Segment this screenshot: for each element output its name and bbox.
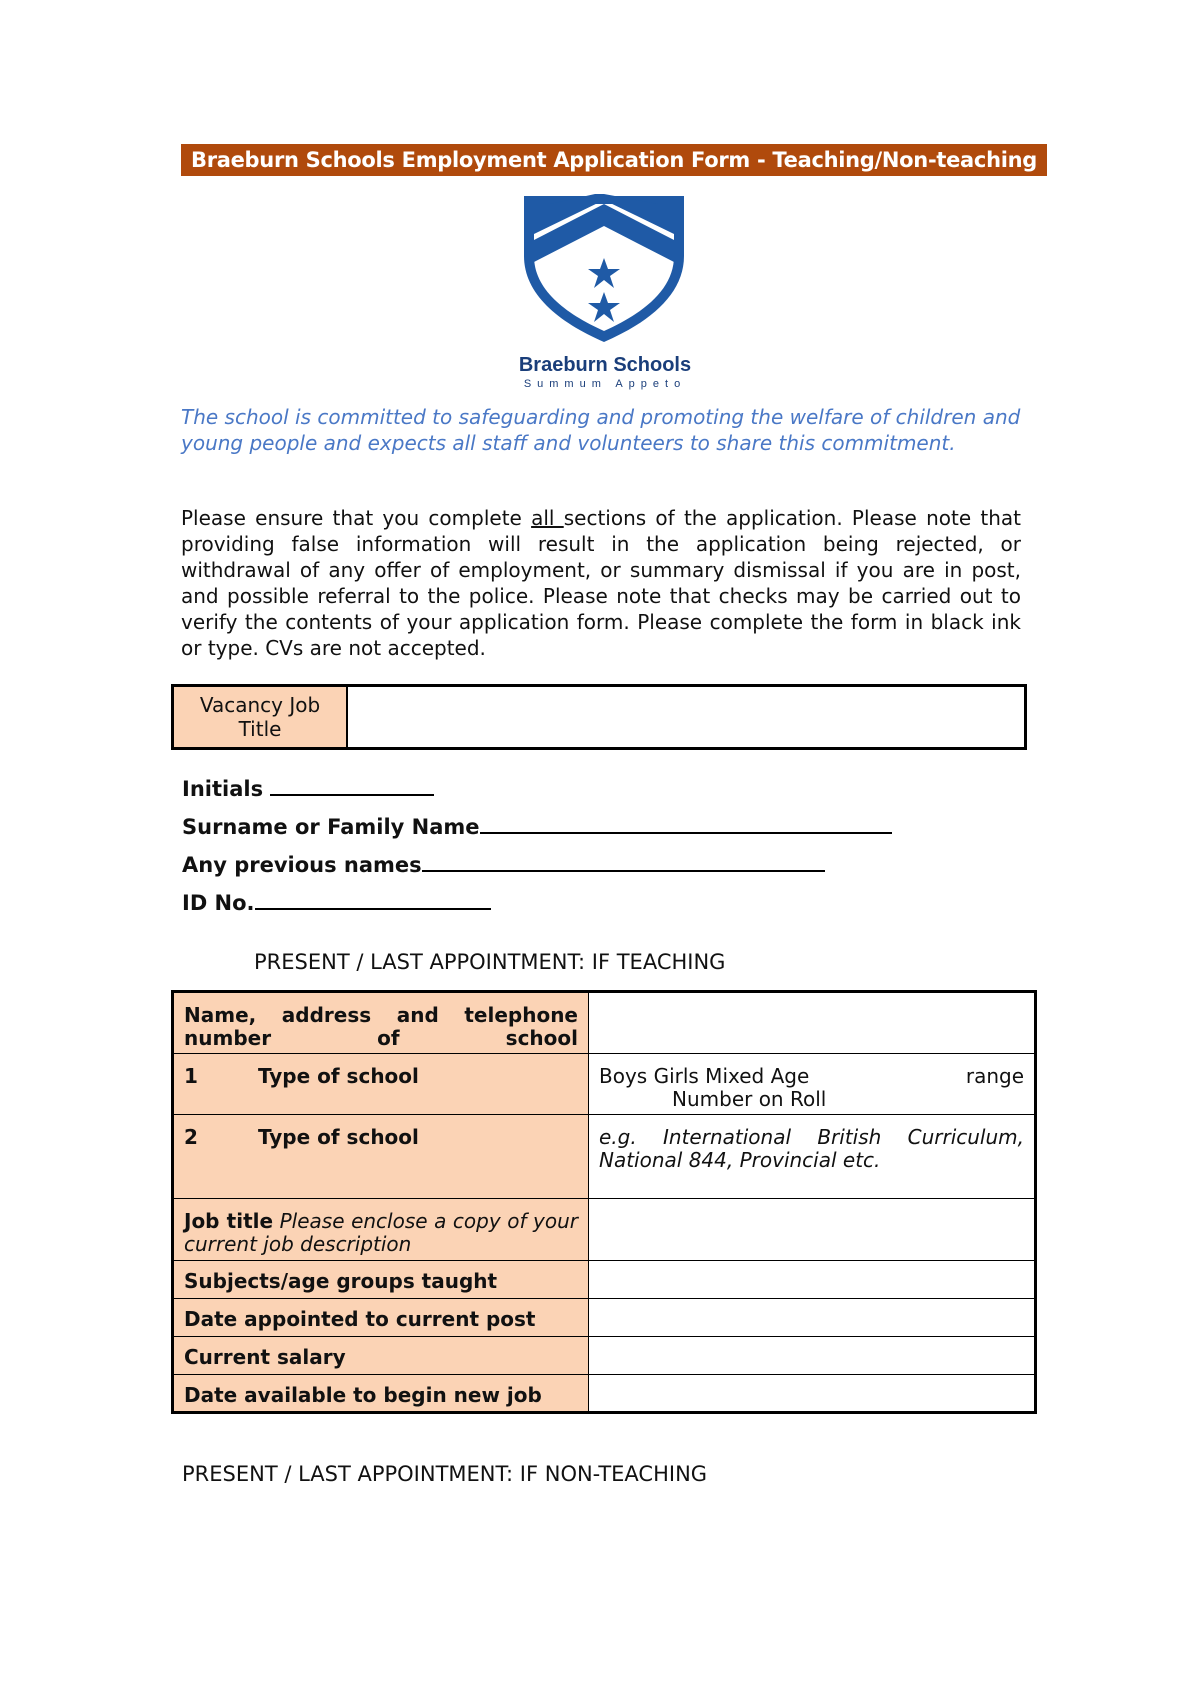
vacancy-job-title-box (171, 684, 1027, 750)
surname-field[interactable]: Surname or Family Name (182, 812, 892, 839)
type-of-school-2-label: 2 Type of school (173, 1115, 589, 1199)
current-salary-label: Current salary (173, 1337, 589, 1375)
current-salary-field[interactable] (589, 1337, 1036, 1375)
teaching-appointment-table (171, 990, 1037, 1414)
id-number-field[interactable]: ID No. (182, 888, 491, 915)
school-contact-label: Name, address and telephone number of school (173, 992, 589, 1054)
brand-name: Braeburn Schools (518, 354, 692, 376)
table-row (173, 1375, 1036, 1413)
previous-names-field[interactable]: Any previous names (182, 850, 825, 877)
safeguarding-commitment: The school is committed to safeguarding and promoting the welfare of children and young people and expects all staff and volunteers to share this commitment. (181, 405, 1021, 455)
braeburn-crest-logo (520, 194, 688, 344)
date-appointed-field[interactable] (589, 1299, 1036, 1337)
form-title: Braeburn Schools Employment Application Form - Teaching/Non-teaching (181, 144, 1047, 176)
type-of-school-1-options[interactable]: Boys Girls Mixed Age range Number on Roll (589, 1054, 1036, 1115)
table-row (173, 1261, 1036, 1299)
table-row (173, 1115, 1036, 1199)
table-row (173, 1337, 1036, 1375)
school-contact-field[interactable] (589, 992, 1036, 1054)
job-title-field[interactable] (589, 1199, 1036, 1261)
job-title-label: Job title Please enclose a copy of your current job description (173, 1199, 589, 1261)
instructions-paragraph: Please ensure that you complete all sections of the application. Please note that providing false information will result in the application being rejected, or withdrawal of any offer of employment, or summary dismissal if you are in post, and possible referral to the police. Please note that checks may be carried out to verify the contents of your application form. Please complete the form in black ink or type. CVs are not accepted. (181, 506, 1022, 660)
date-appointed-label: Date appointed to current post (173, 1299, 589, 1337)
teaching-section-heading: PRESENT / LAST APPOINTMENT: IF TEACHING (254, 950, 726, 974)
date-available-field[interactable] (589, 1375, 1036, 1413)
subjects-field[interactable] (589, 1261, 1036, 1299)
initials-field[interactable]: Initials (182, 774, 434, 801)
table-row (173, 1299, 1036, 1337)
table-row (173, 1054, 1036, 1115)
date-available-label: Date available to begin new job (173, 1375, 589, 1413)
vacancy-job-title-label: Vacancy Job Title (174, 687, 348, 747)
vacancy-job-title-field[interactable] (348, 687, 1024, 747)
table-row (173, 1199, 1036, 1261)
brand-motto: Summum Appeto (523, 378, 687, 390)
type-of-school-2-field[interactable]: e.g. International British Curriculum, National 844, Provincial etc. (589, 1115, 1036, 1199)
subjects-label: Subjects/age groups taught (173, 1261, 589, 1299)
table-row (173, 992, 1036, 1054)
type-of-school-1-label: 1 Type of school (173, 1054, 589, 1115)
non-teaching-section-heading: PRESENT / LAST APPOINTMENT: IF NON-TEACHING (182, 1462, 708, 1486)
